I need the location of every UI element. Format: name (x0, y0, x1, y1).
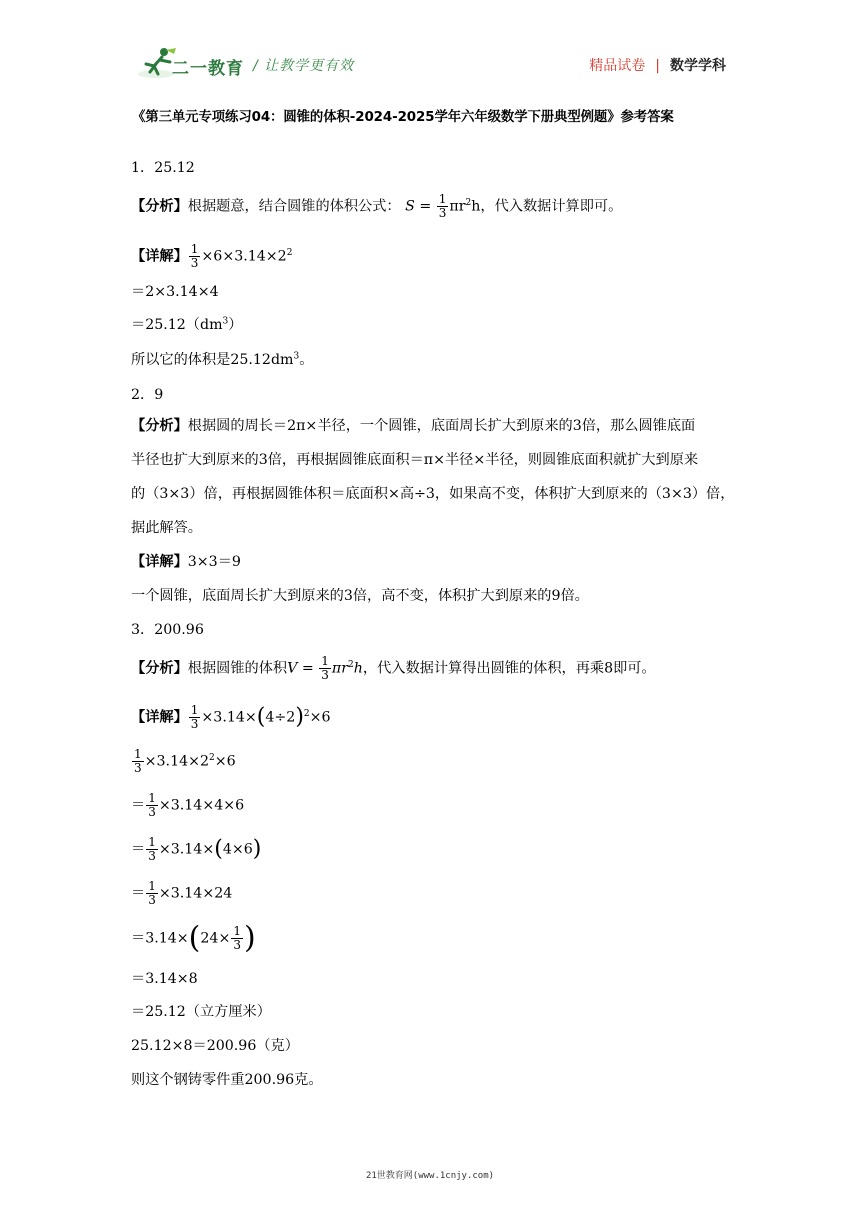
q1-analysis-pre: 根据题意，结合圆锥的体积公式： (187, 198, 401, 215)
q1-number: 1．25.12 (131, 160, 195, 176)
q1-analysis-tag: 【分析】 (131, 198, 188, 215)
q2-analysis-line4: 据此解答。 (131, 520, 202, 536)
q2-detail: 【详解】3×3＝9 (131, 554, 241, 570)
q2-number: 2．9 (131, 387, 164, 403)
fraction: $\frac{1}{3}$ (438, 192, 447, 220)
q1-step1: ＝2×3.14×4 (131, 284, 219, 300)
q3-step2: ＝ $\frac{1}{3}$ ×3.14×4×6 (131, 791, 245, 819)
q2-analysis-line2: 半径也扩大到原来的3倍，再根据圆锥底面积＝π×半径×半径，则圆锥底面积就扩大到原来 (131, 452, 699, 468)
fraction: $\frac{1}{3}$ (233, 924, 241, 952)
fraction: $\frac{1}{3}$ (134, 747, 142, 775)
logo-text: 二一教育 (172, 59, 244, 79)
q1-formula-h: h (471, 198, 481, 215)
q1-formula-tail: πr (449, 198, 466, 215)
q1-formula-eq: = (414, 198, 436, 215)
q3-step5: ＝3.14×(24× $\frac{1}{3}$ ) (131, 920, 256, 956)
page-header (0, 0, 860, 90)
fraction: $\frac{1}{3}$ (148, 835, 156, 863)
q3-conclusion: 则这个钢铸零件重200.96克。 (131, 1072, 323, 1088)
q3-step6: ＝3.14×8 (131, 971, 198, 987)
q2-conclusion: 一个圆锥，底面周长扩大到原来的3倍，高不变，体积扩大到原来的9倍。 (131, 588, 589, 604)
q3-step1: $\frac{1}{3}$ $\times 3.14\times 2^2\times 6$ (134, 747, 236, 775)
q1-analysis: 【分析】根据题意，结合圆锥的体积公式： S = $\frac{1}{3}$ $\pi r^2h$，代入数据计算即可。 (131, 192, 623, 220)
tag-separator: | (655, 58, 660, 74)
q1-conclusion: 所以它的体积是$25.12dm^3$。 (131, 351, 314, 368)
fraction: $\frac{1}{3}$ (148, 879, 156, 907)
q1-step2: $=25.12(dm^3)$ (131, 316, 243, 333)
q3-step7: ＝25.12（立方厘米） (131, 1004, 271, 1020)
q3-analysis: 【分析】根据圆锥的体积V = $\frac{1}{3}$ $\pi r^2h$，代入数据计算得出圆锥的体积，再乘8即可。 (131, 654, 656, 682)
q1-formula-lhs: S (405, 198, 415, 215)
q2-analysis-line1: 【分析】根据圆的周长＝2π×半径，一个圆锥，底面周长扩大到原来的3倍，那么圆锥底面 (131, 418, 696, 434)
fraction: $\frac{1}{3}$ (190, 703, 199, 731)
q3-detail: 【详解】 $\frac{1}{3}$ $\times 3.14\times(4\div 2)^2\times 6$ (131, 703, 331, 731)
fraction: $\frac{1}{3}$ (190, 242, 199, 270)
page-footer: 21世教育网(www.1cnjy.com) (365, 1171, 495, 1181)
q3-formula-eq: = (297, 660, 319, 677)
q2-analysis-line3: 的（3×3）倍，再根据圆锥体积＝底面积×高÷3，如果高不变，体积扩大到原来的（3×3）倍， (131, 486, 735, 502)
tag-premium: 精品试卷 (589, 58, 646, 74)
q1-detail: 【详解】 $\frac{1}{3}$ $\times 6\times 3.14\times 2^2$ (131, 242, 293, 270)
header-tags (589, 55, 726, 75)
q3-number: 3．200.96 (131, 622, 204, 638)
slogan: / 让教学更有效 (253, 58, 355, 74)
q1-detail-tag: 【详解】 (131, 248, 188, 265)
q1-analysis-post: ，代入数据计算即可。 (480, 198, 623, 215)
tag-subject: 数学学科 (670, 58, 726, 74)
q1-detail-expr: ×6×3.14×2 (201, 248, 287, 265)
fraction: $\frac{1}{3}$ (148, 791, 156, 819)
fraction: $\frac{1}{3}$ (321, 654, 329, 682)
page-title: 《第三单元专项练习04：圆锥的体积-2024-2025学年六年级数学下册典型例题》参考答案 (132, 110, 674, 125)
q3-step4: ＝ $\frac{1}{3}$ ×3.14×24 (131, 879, 233, 907)
q3-step8: 25.12×8＝200.96（克） (131, 1038, 299, 1054)
q3-step3: ＝ $\frac{1}{3}$ ×3.14×(4×6) (131, 835, 262, 863)
